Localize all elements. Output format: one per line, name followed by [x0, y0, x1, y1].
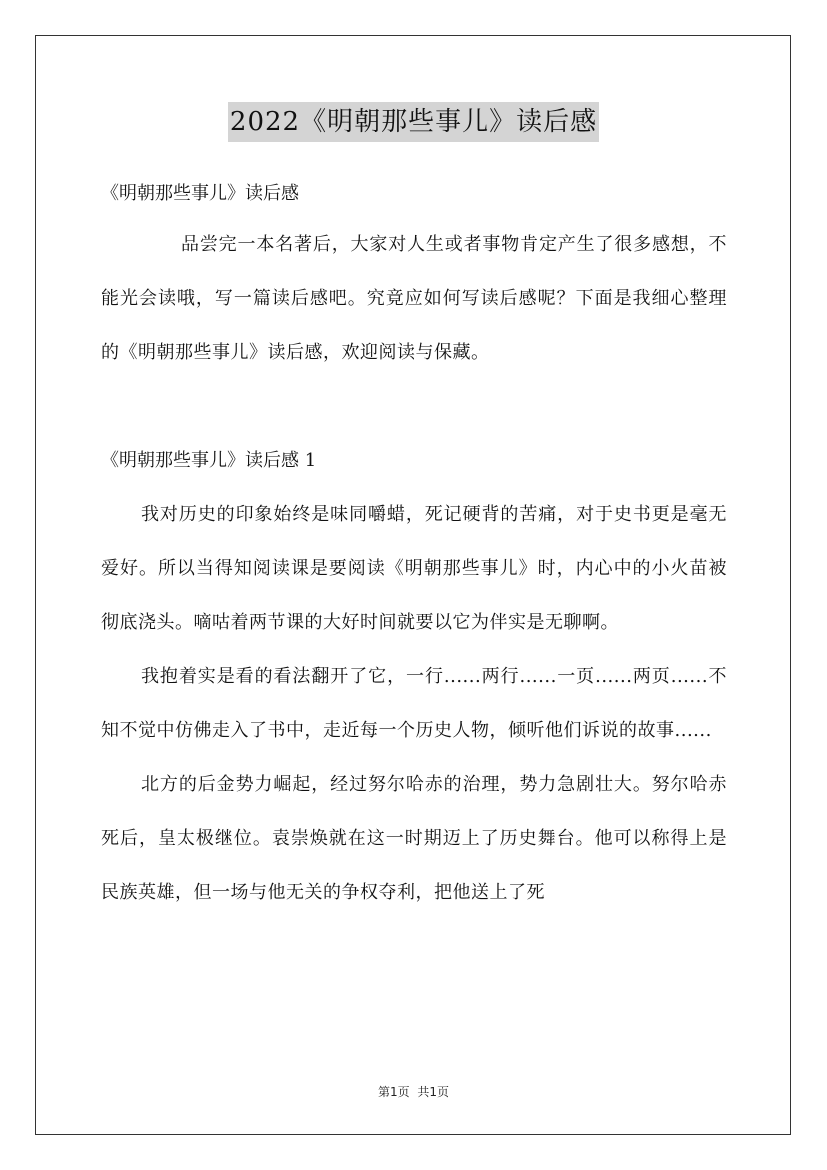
document-subtitle: 《明朝那些事儿》读后感 — [101, 183, 299, 204]
body-paragraph: 我抱着实是看的看法翻开了它，一行......两行......一页......两页......不知不觉中仿佛走入了书中，走近每一个历史人物，倾听他们诉说的故事...... — [101, 666, 727, 741]
page-footer — [0, 1083, 827, 1100]
body-paragraph: 我对历史的印象始终是味同嚼蜡，死记硬背的苦痛，对于史书更是毫无爱好。所以当得知阅读课是要阅读《明朝那些事儿》时，内心中的小火苗被彻底浇头。嘀咕着两节课的大好时间就要以它为伴实是无聊啊。 — [101, 504, 727, 633]
page-total: 共1页 — [417, 1085, 450, 1099]
section-spacer — [101, 380, 727, 434]
document-title-text: 2022《明朝那些事儿》读后感 — [228, 102, 599, 142]
document-body — [101, 170, 727, 920]
intro-paragraph: 品尝完一本名著后，大家对人生或者事物肯定产生了很多感想，不能光会读哦，写一篇读后感吧。究竟应如何写读后感呢？下面是我细心整理的《明朝那些事儿》读后感，欢迎阅读与保藏。 — [101, 234, 727, 363]
document-title — [0, 100, 827, 142]
page-number: 第1页 — [377, 1085, 410, 1099]
body-paragraph: 北方的后金势力崛起，经过努尔哈赤的治理，势力急剧壮大。努尔哈赤死后，皇太极继位。袁崇焕就在这一时期迈上了历史舞台。他可以称得上是民族英雄，但一场与他无关的争权夺利，把他送上了死 — [101, 774, 727, 903]
section-heading: 《明朝那些事儿》读后感 1 — [101, 450, 317, 471]
